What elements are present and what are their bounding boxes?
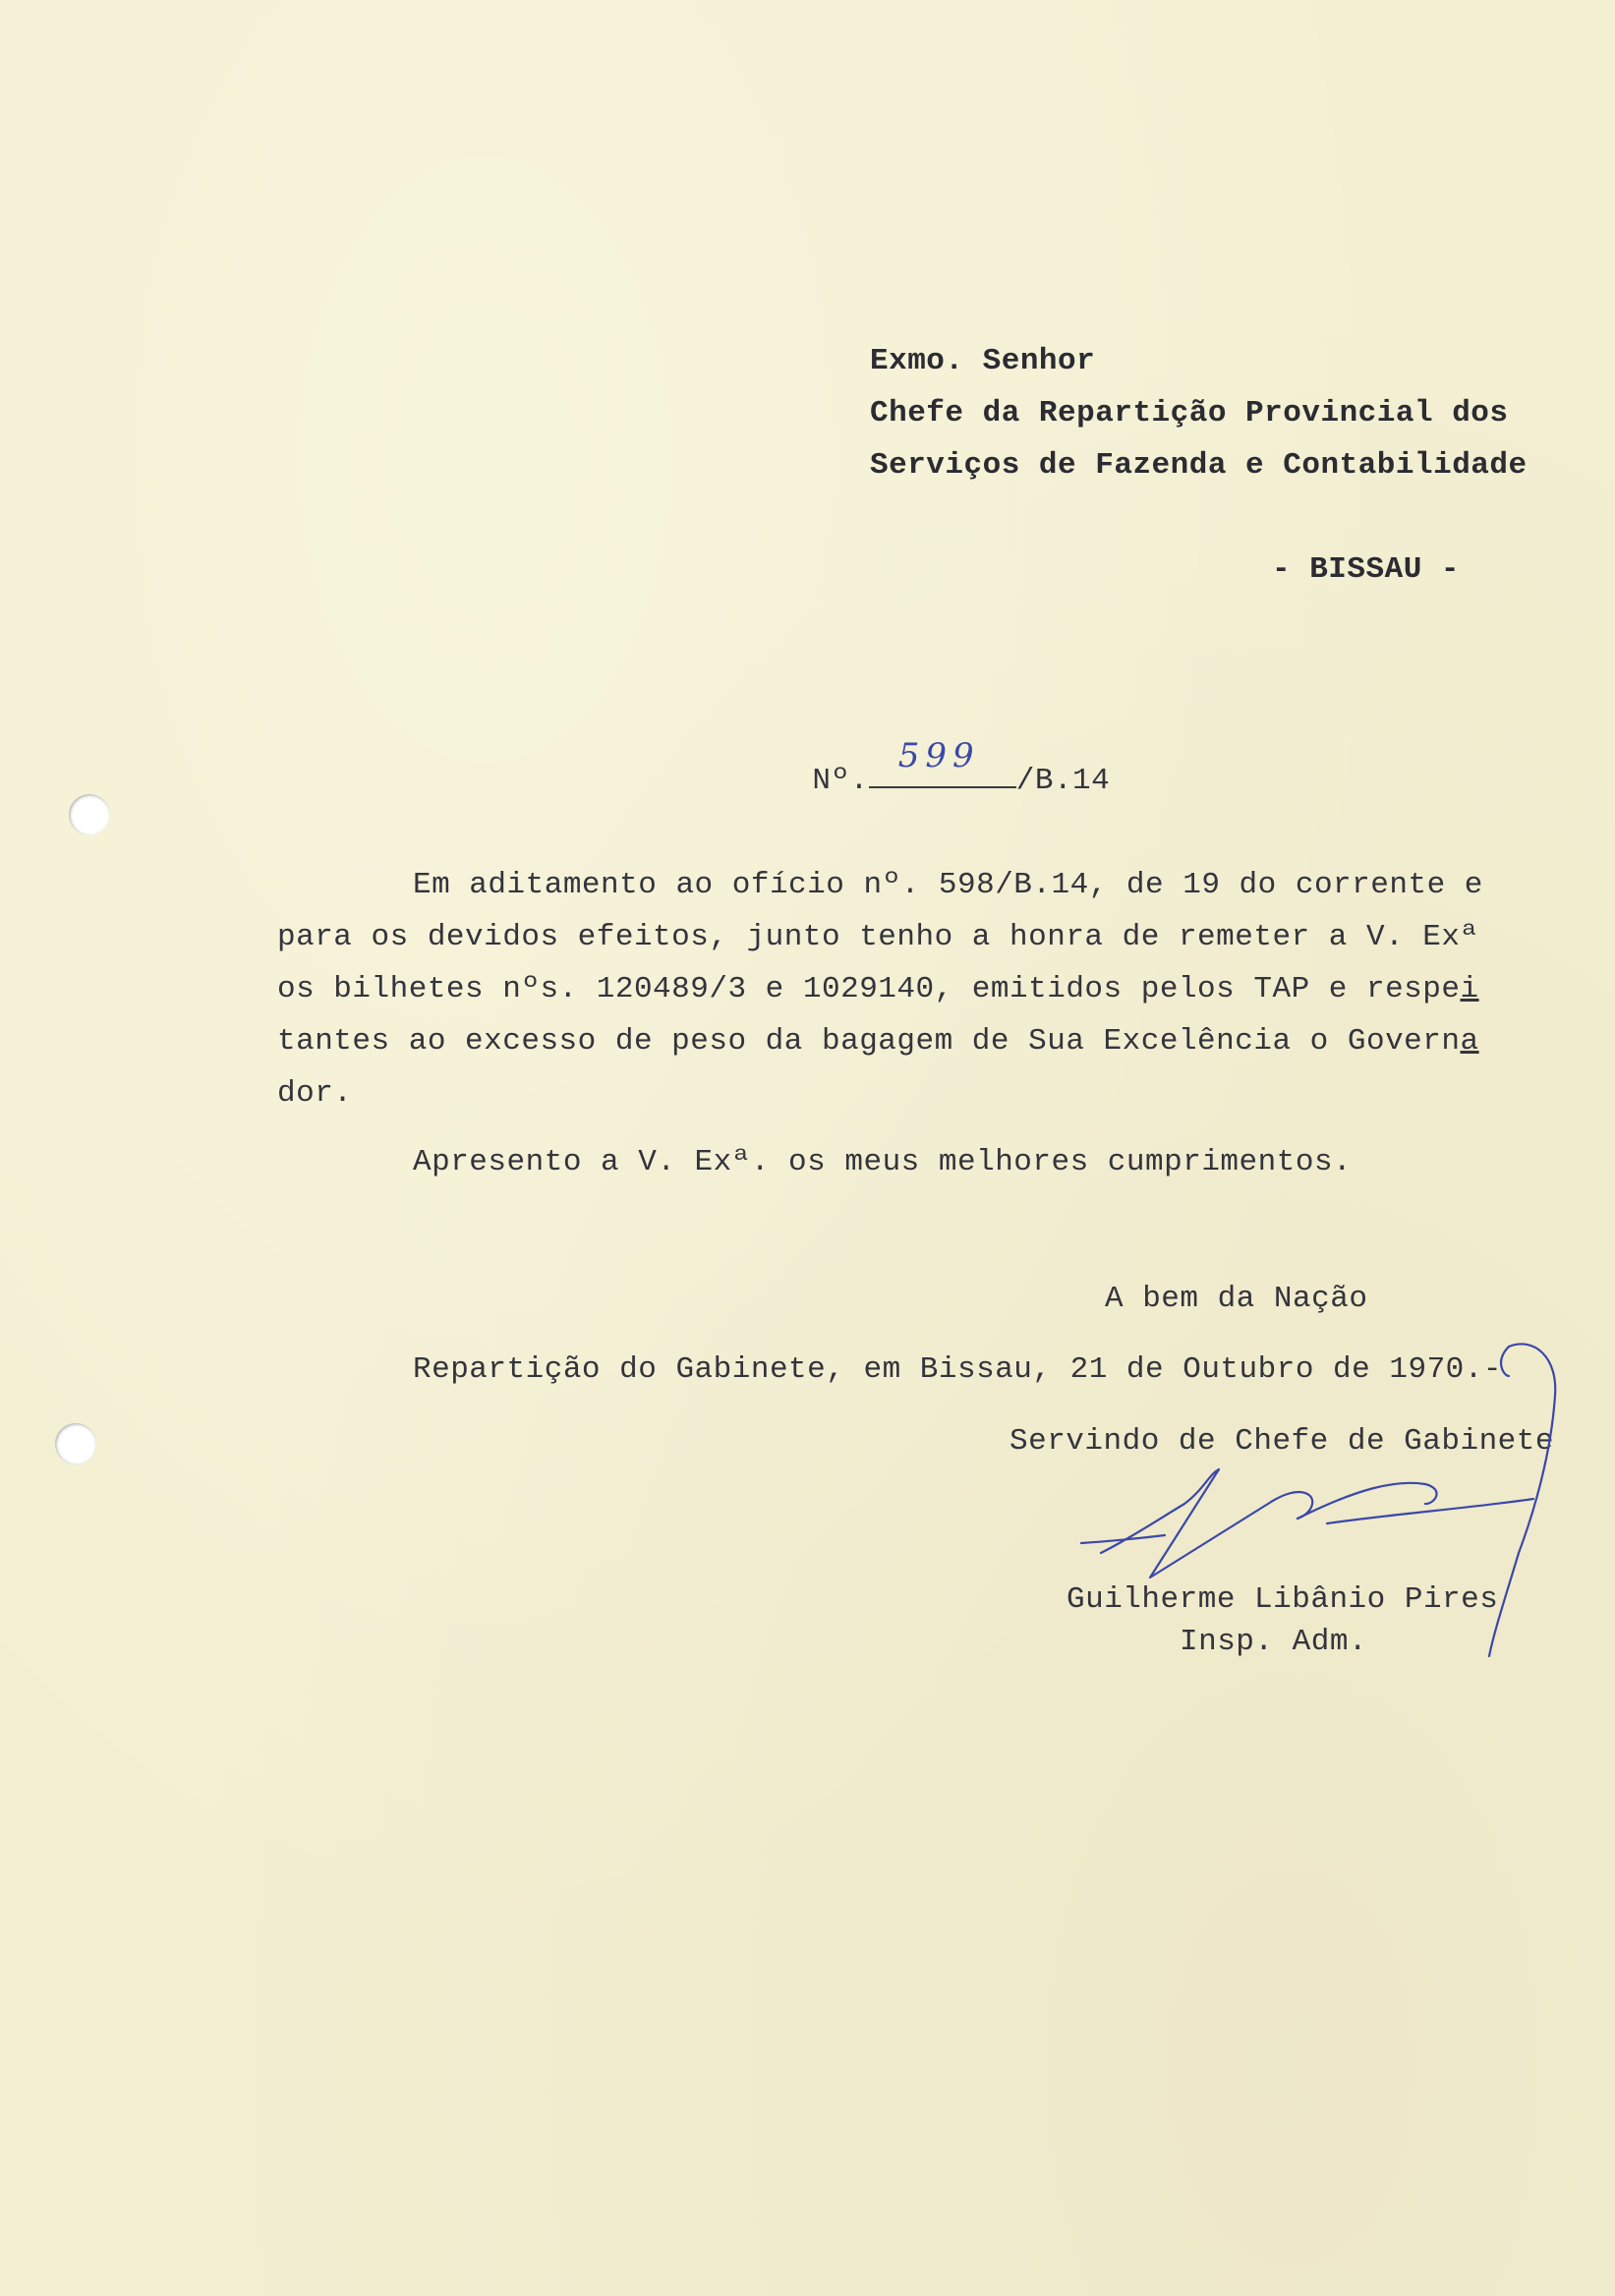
closing-role: Servindo de Chefe de Gabinete [1009,1424,1554,1459]
punch-hole-top [69,794,110,835]
recipient-line-2: Serviços de Fazenda e Contabilidade [870,448,1528,483]
body-line-3-end: i [1460,972,1479,1006]
recipient-city: - BISSAU - [1272,552,1461,587]
closing-name: Guilherme Libânio Pires [1067,1582,1499,1617]
punch-hole-bottom [55,1423,96,1464]
body-paragraph-2: Apresento a V. Exª. os meus melhores cumprimentos. [413,1145,1353,1179]
recipient-salutation: Exmo. Senhor [870,344,1096,378]
closing-motto: A bem da Nação [1105,1282,1368,1316]
reference-handwritten-number: 599 [897,736,980,775]
body-line-4-end: a [1460,1024,1479,1059]
signature [1071,1317,1583,1671]
body-line-1: Em aditamento ao ofício nº. 598/B.14, de 19 do corrente e [413,868,1483,902]
body-line-4-text: tantes ao excesso de peso da bagagem de Sua Excelência o Govern [277,1024,1461,1059]
body-line-3-text: os bilhetes nºs. 120489/3 e 1029140, emitidos pelos TAP e respe [277,972,1461,1006]
body-line-3 [277,974,1479,1004]
body-line-5: dor. [277,1076,353,1111]
reference-number-field [869,736,1016,788]
closing-place-date: Repartição do Gabinete, em Bissau, 21 de Outubro de 1970.- [413,1352,1502,1387]
closing-title: Insp. Adm. [1180,1625,1368,1659]
reference-number [737,730,1110,827]
recipient-line-1: Chefe da Repartição Provincial dos [870,396,1509,430]
body-line-2: para os devidos efeitos, junto tenho a honra de remeter a V. Exª [277,920,1479,954]
body-line-4 [277,1026,1479,1057]
reference-suffix: /B.14 [1015,764,1111,798]
reference-prefix: Nº. [812,764,869,798]
